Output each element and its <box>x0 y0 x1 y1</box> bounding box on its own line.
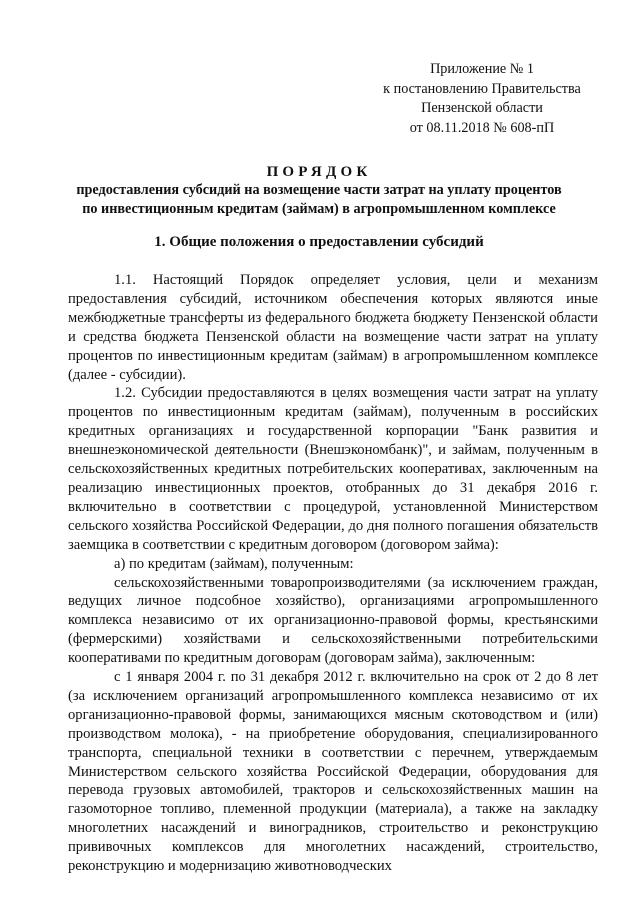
paragraph-2004-2012: с 1 января 2004 г. по 31 декабря 2012 г. включительно на срок от 2 до 8 лет (за исключением организаций агропромышленного комплекса независимо от их организационно-правовой формы, занимающихся мясным скотоводством и (или) производством молока), - на приобретение оборудования, специализированного транспорта, специальной техники в соответствии с перечнем, утверждаемым Министерством сельского хозяйства Российской Федерации, оборудования для перевода грузовых автомобилей, тракторов и сельскохозяйственных машин на газомоторное топливо, племенной продукции (материала), а также на закладку многолетних насаждений и виноградников, строительство и реконструкцию прививочных комплексов для многолетних насаждений, строительство, реконструкцию и модернизацию животноводческих <box>68 669 598 875</box>
document-subtitle <box>40 181 598 220</box>
document-title: ПОРЯДОК <box>266 164 372 180</box>
appendix-date: от 08.11.2018 № 608-пП <box>409 119 555 136</box>
section-heading: 1. Общие положения о предоставлении субсидий <box>154 234 484 250</box>
appendix-number: Приложение № 1 <box>430 61 534 77</box>
subtitle-line-1: предоставления субсидий на возмещение части затрат на уплату процентов <box>76 182 562 198</box>
paragraph-agri-producers: сельскохозяйственными товаропроизводителями (за исключением граждан, ведущих личное подсобное хозяйство), организациями агропромышленного комплекса независимо от их организационно-правовой формы, крестьянскими (фермерскими) хозяйствами и сельскохозяйственными потребительскими кооперативами по кредитным договорам (договорам займа), заключенным: <box>68 574 598 667</box>
paragraph-1-2: 1.2. Субсидии предоставляются в целях возмещения части затрат на уплату процентов по инвестиционным кредитам (займам), полученным в российских кредитных организациях и государственной корпорации "Банк развития и внешнеэкономической деятельности (Внешэкономбанк)", и займам, полученным в сельскохозяйственных кредитных потребительских кооперативах, заключенным на реализацию инвестиционных проектов, отобранных до 31 декабря 2016 г. включительно в соответствии с процедурой, установленной Министерством сельского хозяйства Российской Федерации, до дня полного погашения обязательств заемщика в соответствии с кредитным договором (договором займа): <box>68 385 598 553</box>
subtitle-line-2: по инвестиционным кредитам (займам) в агропромышленном комплексе <box>82 201 556 218</box>
appendix-block <box>372 60 592 138</box>
appendix-resolution: к постановлению Правительства <box>383 80 581 97</box>
paragraph-1-1: 1.1. Настоящий Порядок определяет условия, цели и механизм предоставления субсидий, источником обеспечения которых являются иные межбюджетные трансферты из федерального бюджета бюджету Пензенской области и средства бюджета Пензенской области на возмещение части затрат на уплату процентов по инвестиционным кредитам (займам) в агропромышленном комплексе (далее - субсидии). <box>68 272 598 383</box>
document-body <box>68 271 598 876</box>
appendix-region: Пензенской области <box>421 100 543 117</box>
paragraph-a: а) по кредитам (займам), полученным: <box>114 555 354 572</box>
